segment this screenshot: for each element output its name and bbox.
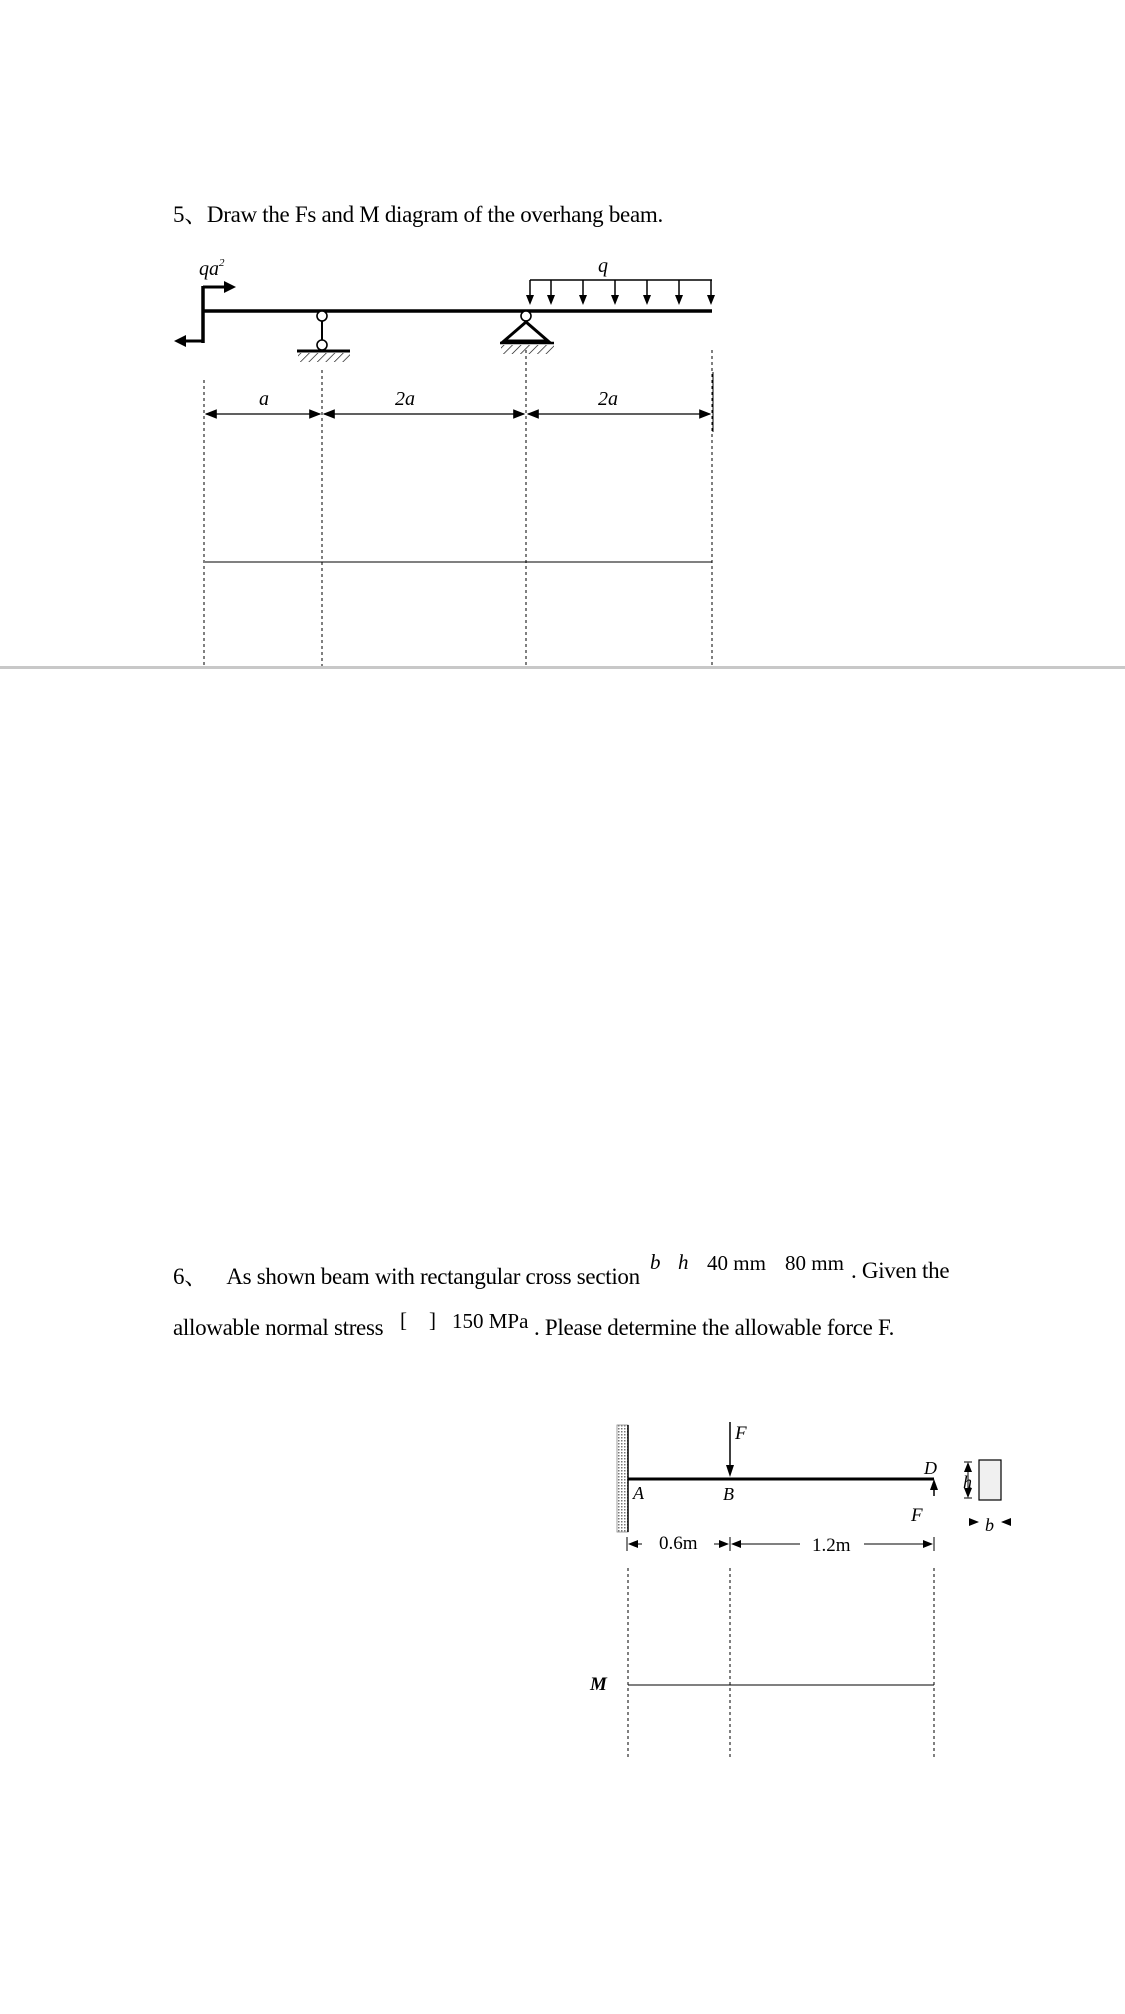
p6-dim1: 0.6m bbox=[659, 1533, 698, 1554]
p6-point-b: B bbox=[723, 1484, 734, 1504]
p6-section-h: h bbox=[963, 1472, 972, 1492]
problem6-val-b: 40 mm bbox=[707, 1251, 766, 1275]
p6-force-d-arrow bbox=[930, 1479, 938, 1496]
p6-force-b-arrow bbox=[726, 1422, 734, 1477]
p5-load-label: q bbox=[598, 255, 608, 277]
problem6-sym-h: h bbox=[678, 1250, 689, 1274]
p6-section-b: b bbox=[985, 1515, 994, 1535]
problem6-prompt-part1: As shown beam with rectangular cross section bbox=[226, 1264, 640, 1289]
p5-dim1: a bbox=[259, 388, 269, 410]
problem6-number: 6、 bbox=[173, 1264, 207, 1289]
problem6-bracket-close: ] bbox=[429, 1308, 436, 1332]
p6-force-end-label: F bbox=[911, 1505, 923, 1526]
p5-dim3: 2a bbox=[598, 388, 618, 410]
p6-dim2: 1.2m bbox=[812, 1535, 851, 1556]
p6-point-a: A bbox=[633, 1483, 644, 1503]
problem6-line2-part2: . Please determine the allowable force F. bbox=[534, 1315, 895, 1340]
p5-dim2: 2a bbox=[395, 388, 415, 410]
problem5-prompt: Draw the Fs and M diagram of the overhang beam. bbox=[206, 202, 663, 227]
p6-force-top-label: F bbox=[735, 1423, 747, 1444]
problem6-prompt-part2: . Given the bbox=[851, 1258, 950, 1283]
p6-guide-lines bbox=[628, 1568, 934, 1758]
problem6-val-h: 80 mm bbox=[785, 1251, 844, 1275]
problem6-bracket-open: [ bbox=[400, 1308, 407, 1332]
p6-fixed-wall bbox=[617, 1425, 628, 1532]
p6-moment-label: M bbox=[590, 1674, 607, 1695]
problem6-stress-value: 150 MPa bbox=[452, 1309, 529, 1333]
p5-moment-label: $qa^2$ bbox=[199, 257, 225, 280]
problem5-number: 5、 bbox=[173, 202, 207, 227]
problem6-sym-b: b bbox=[650, 1250, 661, 1274]
p6-point-d: D bbox=[924, 1458, 937, 1478]
problem6-line2-part1: allowable normal stress bbox=[173, 1315, 384, 1340]
